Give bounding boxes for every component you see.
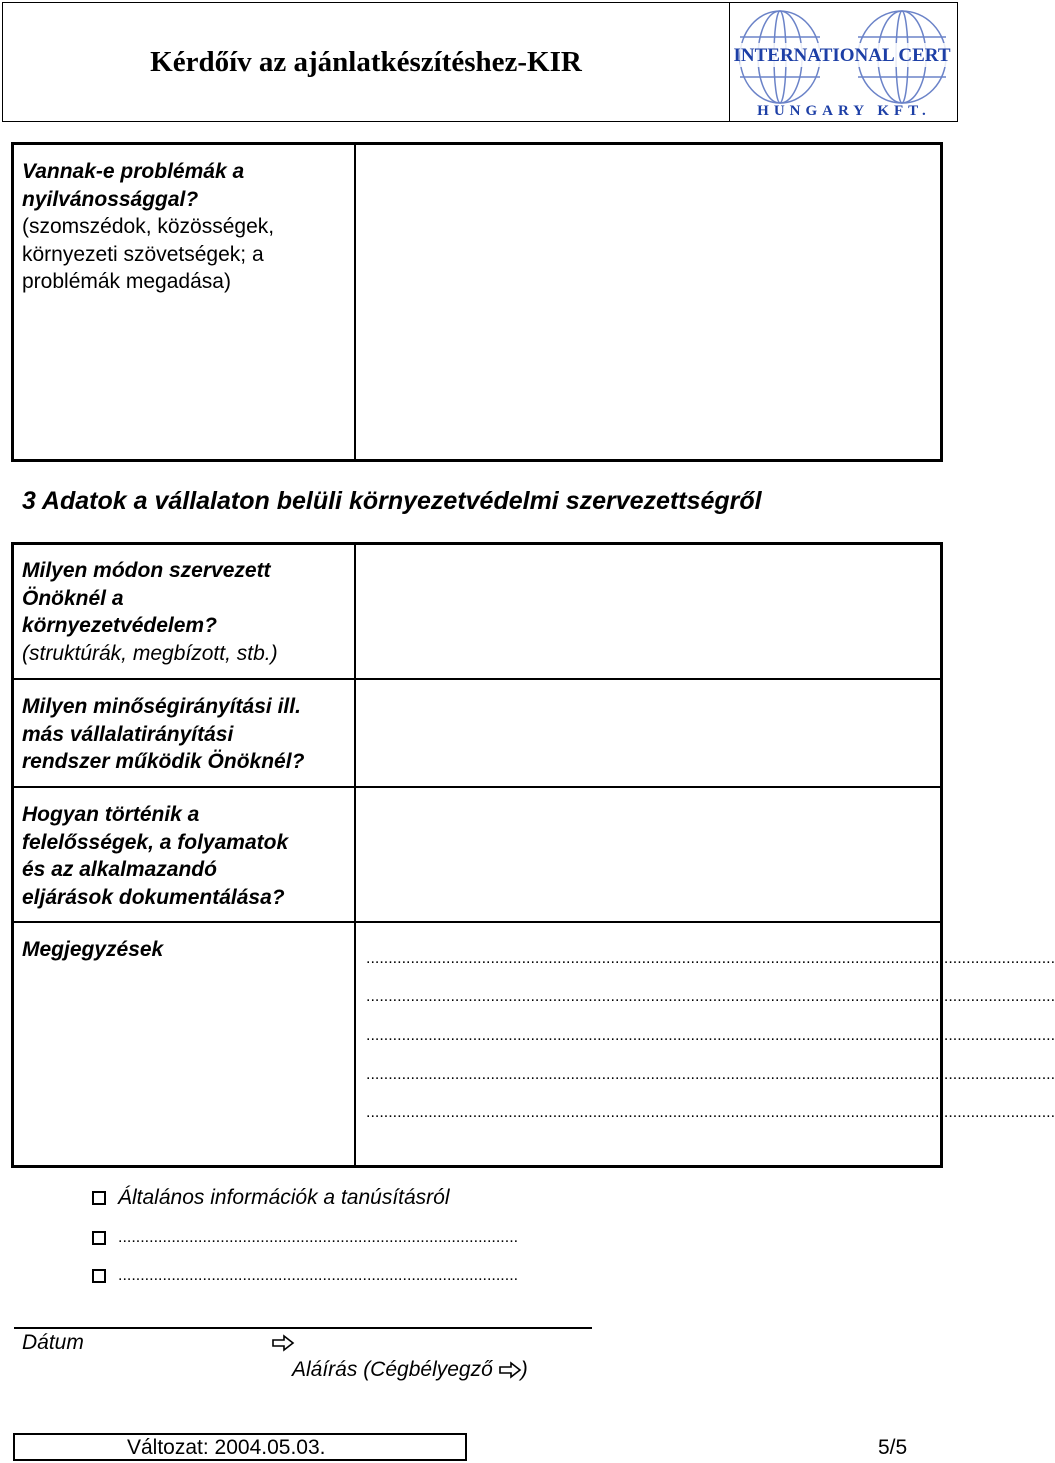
checklist-blank[interactable]: .......................................................................................... [118,1229,519,1246]
row-divider [13,786,941,788]
row-divider [13,921,941,923]
logo-text-top: INTERNATIONAL CERT [733,45,951,66]
checklist-item [92,1229,518,1247]
signature-line [14,1327,592,1329]
checklist-item [92,1267,518,1285]
checkbox[interactable] [92,1269,106,1283]
notes-line[interactable]: ........................................................................................................................................................... [366,988,1055,1005]
public-issues-question: Vannak-e problémák a nyilvánossággal? (szomszédok, közösségek, környezeti szövetségek; a problémák megadása) [22,160,275,293]
org-question-3: Hogyan történik a felelősségek, a folyamatok és az alkalmazandó eljárások dokumentálása? [22,803,289,909]
row-divider [13,678,941,680]
org-answer-field-1[interactable] [357,545,940,677]
section-heading: 3 Adatok a vállalaton belüli környezetvédelmi szervezettségről [22,487,762,515]
notes-line[interactable]: ........................................................................................................................................................... [366,950,1055,967]
checklist-label: Általános információk a tanúsításról [118,1186,450,1209]
checkbox[interactable] [92,1231,106,1245]
notes-line[interactable]: ........................................................................................................................................................... [366,1066,1055,1083]
notes-line[interactable]: ........................................................................................................................................................... [366,1027,1055,1044]
org-answer-field-2[interactable] [357,681,940,785]
arrow-right-icon [272,1335,294,1351]
org-answer-field-3[interactable] [357,789,940,920]
company-logo [729,3,958,121]
org-question-2: Milyen minőségirányítási ill. más vállalatirányítási rendszer működik Önöknél? [22,695,305,773]
checklist-blank[interactable]: .......................................................................................... [118,1267,519,1284]
notes-line[interactable]: ........................................................................................................................................................... [366,1104,1055,1121]
signature-label: Aláírás (Cégbélyegző ) [292,1358,528,1381]
public-issues-answer-field[interactable] [357,145,940,459]
table-divider [354,544,356,1166]
globe-logo-icon [730,3,958,121]
version-text: Változat: 2004.05.03. [127,1436,326,1459]
notes-label: Megjegyzések [22,938,164,961]
page-number: 5/5 [878,1436,908,1459]
arrow-right-icon [499,1362,521,1378]
checklist-item [92,1186,450,1210]
logo-text-bottom: HUNGARY KFT. [757,103,931,119]
date-label: Dátum [22,1331,84,1354]
org-question-1: Milyen módon szervezett Önöknél a környezetvédelem? (struktúrák, megbízott, stb.) [22,559,278,665]
page-header [2,2,958,122]
document-title: Kérdőív az ajánlatkészítéshez-KIR [150,45,582,78]
table-divider [354,144,356,460]
checkbox[interactable] [92,1191,106,1205]
